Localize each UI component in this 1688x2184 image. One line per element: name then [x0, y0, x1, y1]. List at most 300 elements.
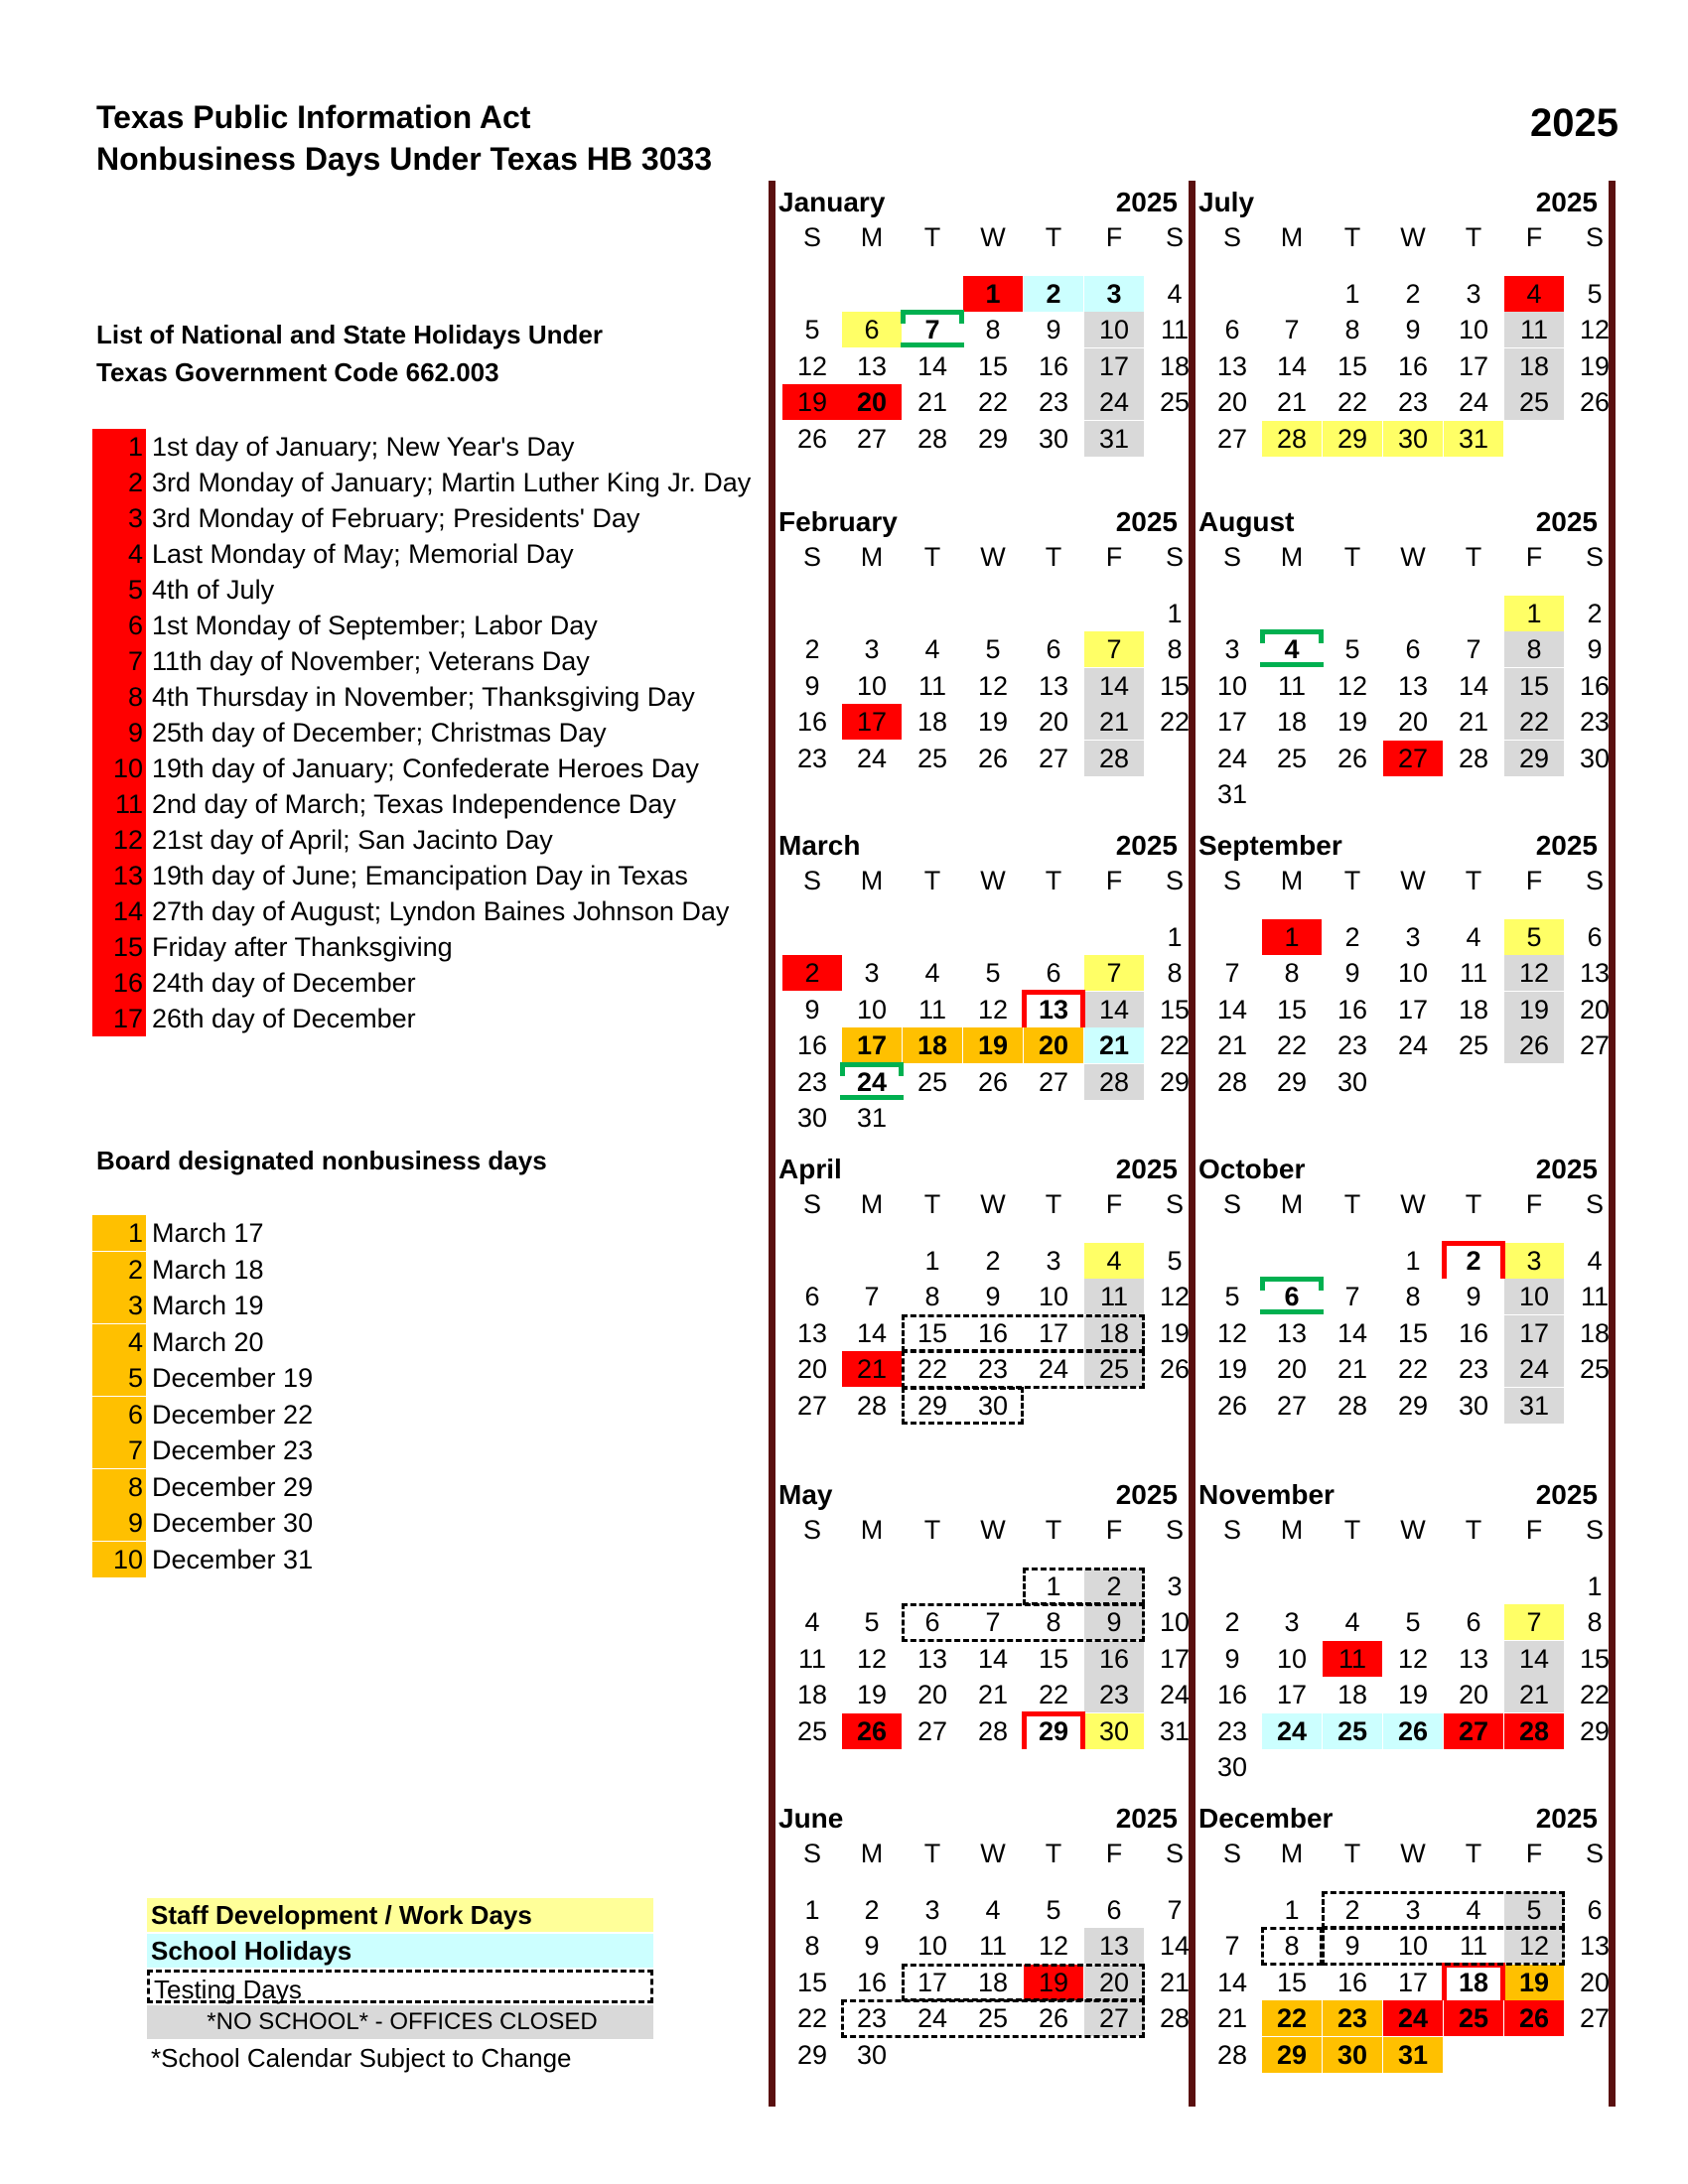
calendar-day: 7 — [864, 1282, 880, 1312]
doc-year: 2025 — [1530, 101, 1618, 145]
calendar-day: 19 — [1216, 1354, 1248, 1385]
calendar-day: 21 — [1216, 2003, 1248, 2034]
board-day-number: 9 — [92, 1505, 146, 1541]
weekday-header: W — [1400, 222, 1426, 252]
calendar-day: 21 — [1159, 1967, 1191, 1997]
calendar-day: 2 — [1084, 1569, 1144, 1604]
weekday-header: T — [1465, 542, 1482, 572]
calendar-day: 25 — [1444, 2000, 1503, 2036]
holiday-number: 9 — [92, 715, 146, 751]
weekday-header: T — [1465, 222, 1482, 252]
calendar-day: 24 — [856, 743, 888, 773]
calendar-day: 21 — [842, 1351, 902, 1387]
testing-days-box — [902, 1387, 1024, 1425]
weekday-header: F — [1105, 1189, 1123, 1219]
calendar-day: 1 — [1587, 1571, 1603, 1601]
weekday-header: M — [860, 542, 884, 572]
testing-days-box — [1322, 1891, 1565, 1929]
calendar-day: 31 — [1383, 2037, 1443, 2073]
holiday-description: 4th Thursday in November; Thanksgiving Day — [152, 682, 695, 712]
calendar-day: 17 — [1504, 1315, 1564, 1351]
calendar-day: 28 — [1216, 2039, 1248, 2070]
weekday-header: W — [1400, 542, 1426, 572]
calendar-day: 5 — [1504, 919, 1564, 955]
calendar-day: 22 — [1262, 2000, 1322, 2036]
calendar-day: 26 — [1336, 743, 1368, 773]
calendar-day: 18 — [977, 1967, 1009, 1997]
calendar-day: 1 — [1167, 599, 1183, 628]
weekday-header: S — [1165, 1189, 1184, 1219]
calendar-day: 12 — [1159, 1282, 1191, 1312]
month-year: 2025 — [1535, 830, 1598, 861]
calendar-day: 16 — [796, 1030, 828, 1061]
month-october — [1196, 1152, 1610, 1471]
calendar-day: 14 — [1336, 1317, 1368, 1348]
board-day-date: March 20 — [152, 1326, 264, 1357]
calendar-day: 22 — [796, 2003, 828, 2034]
calendar-day: 8 — [1167, 634, 1183, 665]
calendar-day: 15 — [1276, 994, 1308, 1024]
calendar-day: 18 — [1159, 350, 1191, 381]
calendar-day: 30 — [1216, 1752, 1248, 1782]
calendar-day: 16 — [1084, 1641, 1144, 1677]
testing-days-box — [902, 1314, 1145, 1352]
calendar-day: 30 — [796, 1103, 828, 1133]
month-year: 2025 — [1535, 506, 1598, 537]
calendar-day: 15 — [1159, 994, 1191, 1024]
holiday-item — [92, 1001, 787, 1036]
calendar-day: 4 — [924, 958, 940, 989]
weekday-header: T — [1045, 542, 1062, 572]
calendar-day: 26 — [1216, 1390, 1248, 1421]
calendar-day: 20 — [1579, 1967, 1611, 1997]
calendar-day: 23 — [1038, 387, 1069, 418]
calendar-day: 30 — [1336, 1066, 1368, 1097]
calendar-day: 5 — [1587, 279, 1603, 309]
weekday-header: S — [1585, 222, 1604, 252]
calendar-day: 28 — [977, 1715, 1009, 1746]
calendar-day: 12 — [1504, 955, 1564, 991]
month-name: August — [1198, 506, 1295, 537]
calendar-day: 14 — [916, 350, 948, 381]
legend-offices-closed: *NO SCHOOL* - OFFICES CLOSED — [147, 2005, 653, 2039]
testing-days-box — [1023, 1568, 1145, 1605]
calendar-day: 10 — [1504, 1279, 1564, 1314]
weekday-header: M — [1280, 1189, 1304, 1219]
month-name: June — [778, 1803, 844, 1834]
holiday-item — [92, 572, 787, 608]
calendar-day: 4 — [804, 1607, 820, 1638]
calendar-day: 16 — [1458, 1317, 1489, 1348]
calendar-day: 3 — [1405, 922, 1421, 952]
board-day-item — [92, 1397, 787, 1433]
weekday-header: F — [1105, 1839, 1123, 1868]
weekday-header: S — [1222, 1189, 1241, 1219]
holiday-description: 3rd Monday of February; Presidents' Day — [152, 503, 640, 533]
weekday-header: M — [860, 1189, 884, 1219]
calendar-day: 30 — [1038, 423, 1069, 454]
calendar-day: 21 — [916, 387, 948, 418]
weekday-header: T — [1465, 866, 1482, 895]
weekday-header: F — [1105, 222, 1123, 252]
calendar-day: 19 — [1504, 1965, 1564, 2000]
weekday-header: S — [1165, 542, 1184, 572]
weekday-header: S — [802, 222, 821, 252]
calendar-day: 22 — [1159, 1030, 1191, 1061]
calendar-day: 17 — [916, 1967, 948, 1997]
calendar-day: 10 — [1397, 1931, 1429, 1962]
calendar-day: 30 — [856, 2039, 888, 2070]
calendar-day: 22 — [1397, 1354, 1429, 1385]
weekday-header: F — [1105, 542, 1123, 572]
calendar-day: 4 — [1504, 276, 1564, 312]
calendar-day: 2 — [1024, 276, 1083, 312]
month-name: September — [1198, 830, 1342, 861]
calendar-day: 18 — [1504, 348, 1564, 384]
calendar-day: 6 — [1405, 634, 1421, 665]
weekday-header: S — [1165, 866, 1184, 895]
holiday-number: 2 — [92, 465, 146, 500]
holiday-item — [92, 929, 787, 965]
weekday-header: S — [802, 1515, 821, 1545]
calendar-day: 12 — [796, 350, 828, 381]
calendar-day: 9 — [1466, 1282, 1481, 1312]
calendar-day: 23 — [796, 1066, 828, 1097]
weekday-header: S — [1222, 542, 1241, 572]
holiday-item — [92, 786, 787, 822]
holiday-item — [92, 715, 787, 751]
calendar-day: 4 — [1344, 1607, 1360, 1638]
board-day-item — [92, 1505, 787, 1541]
weekday-header: F — [1525, 1515, 1543, 1545]
holiday-description: Friday after Thanksgiving — [152, 932, 453, 962]
calendar-day: 17 — [1458, 350, 1489, 381]
calendar-day: 23 — [1397, 387, 1429, 418]
calendar-day: 9 — [804, 670, 820, 701]
calendar-day: 1 — [1344, 279, 1360, 309]
calendar-day: 30 — [1323, 2037, 1382, 2073]
calendar-day: 10 — [1458, 315, 1489, 345]
month-name: April — [778, 1154, 842, 1184]
calendar-day: 31 — [856, 1103, 888, 1133]
weekday-header: W — [1400, 1839, 1426, 1868]
calendar-day: 24 — [1038, 1354, 1069, 1385]
holiday-number: 17 — [92, 1001, 146, 1036]
calendar-day: 9 — [1344, 1931, 1360, 1962]
calendar-day: 19 — [963, 1027, 1023, 1063]
calendar-day: 27 — [1216, 423, 1248, 454]
calendar-day: 13 — [1276, 1317, 1308, 1348]
calendar-day: 24 — [1383, 2000, 1443, 2036]
calendar-day: 7 — [1344, 1282, 1360, 1312]
calendar-day: 25 — [1159, 387, 1191, 418]
calendar-day: 4 — [924, 634, 940, 665]
calendar-day: 1 — [1284, 1895, 1300, 1925]
weekday-header: T — [923, 1515, 941, 1545]
red-marker — [1022, 1711, 1085, 1749]
calendar-day: 21 — [977, 1680, 1009, 1710]
calendar-day: 16 — [1336, 1967, 1368, 1997]
calendar-day: 9 — [804, 994, 820, 1024]
red-marker — [1442, 1963, 1505, 2000]
calendar-day: 20 — [1038, 707, 1069, 738]
holiday-description: 1st day of January; New Year's Day — [152, 432, 575, 462]
weekday-header: T — [1343, 222, 1361, 252]
calendar-day: 5 — [1344, 634, 1360, 665]
calendar-day: 31 — [1216, 779, 1248, 809]
calendar-day: 27 — [1038, 1066, 1069, 1097]
calendar-day: 15 — [1504, 668, 1564, 704]
holiday-number: 6 — [92, 608, 146, 643]
holiday-item — [92, 465, 787, 500]
calendar-day: 23 — [856, 2003, 888, 2034]
weekday-header: S — [802, 542, 821, 572]
calendar-day: 26 — [1038, 2003, 1069, 2034]
holiday-item — [92, 965, 787, 1001]
calendar-day: 3 — [864, 634, 880, 665]
calendar-day: 23 — [1323, 2000, 1382, 2036]
board-day-item — [92, 1252, 787, 1288]
calendar-day: 24 — [1216, 743, 1248, 773]
calendar-day: 10 — [1276, 1643, 1308, 1674]
calendar-day: 11 — [978, 1931, 1008, 1962]
calendar-day: 20 — [1458, 1680, 1489, 1710]
red-marker — [1022, 990, 1085, 1027]
weekday-header: M — [860, 1515, 884, 1545]
calendar-day: 26 — [1579, 387, 1611, 418]
calendar-day: 30 — [1579, 743, 1611, 773]
calendar-day: 19 — [1336, 707, 1368, 738]
calendar-day: 7 — [1084, 631, 1144, 667]
calendar-day: 14 — [1084, 668, 1144, 704]
green-marker-bottom — [840, 1092, 904, 1100]
calendar-day: 8 — [1344, 315, 1360, 345]
calendar-day: 7 — [1167, 1895, 1183, 1925]
weekday-header: W — [980, 866, 1006, 895]
holiday-number: 7 — [92, 643, 146, 679]
calendar-day: 13 — [1084, 1928, 1144, 1964]
green-marker-bottom — [901, 340, 964, 347]
weekday-header: W — [980, 222, 1006, 252]
month-june — [776, 1801, 1190, 2120]
holiday-description: Last Monday of May; Memorial Day — [152, 539, 574, 569]
calendar-day: 22 — [1336, 387, 1368, 418]
weekday-header: T — [1045, 1189, 1062, 1219]
calendar-day: 26 — [842, 1713, 902, 1749]
calendar-day: 22 — [1579, 1680, 1611, 1710]
calendar-day: 17 — [1397, 1967, 1429, 1997]
calendar-day: 19 — [1397, 1680, 1429, 1710]
calendar-day: 11 — [1084, 1279, 1144, 1314]
month-name: July — [1198, 187, 1255, 217]
weekday-header: S — [1165, 1515, 1184, 1545]
calendar-day: 13 — [856, 350, 888, 381]
holiday-number: 11 — [92, 786, 146, 822]
month-year: 2025 — [1115, 506, 1178, 537]
calendar-day: 4 — [985, 1895, 1001, 1925]
calendar-day: 11 — [1277, 670, 1307, 701]
calendar-day: 8 — [1405, 1282, 1421, 1312]
holiday-item — [92, 858, 787, 893]
calendar-day: 21 — [1276, 387, 1308, 418]
calendar-day: 10 — [856, 994, 888, 1024]
month-year: 2025 — [1115, 187, 1178, 217]
calendar-day: 28 — [1336, 1390, 1368, 1421]
holiday-number: 14 — [92, 893, 146, 929]
weekday-header: T — [923, 1839, 941, 1868]
calendar-day: 6 — [842, 312, 902, 347]
calendar-day: 23 — [977, 1354, 1009, 1385]
calendar-day: 3 — [864, 958, 880, 989]
red-marker — [1442, 1241, 1505, 1279]
calendar-day: 18 — [1458, 1967, 1489, 1997]
calendar-day: 24 — [1262, 1713, 1322, 1749]
calendar-day: 27 — [1579, 1030, 1611, 1061]
board-day-number: 2 — [92, 1252, 146, 1288]
calendar-day: 15 — [1276, 1967, 1308, 1997]
weekday-header: T — [923, 1189, 941, 1219]
calendar-day: 16 — [856, 1967, 888, 1997]
weekday-header: M — [1280, 866, 1304, 895]
calendar-day: 1 — [804, 1895, 820, 1925]
calendar-day: 12 — [977, 994, 1009, 1024]
calendar-day: 26 — [1504, 2000, 1564, 2036]
calendar-day: 5 — [985, 634, 1001, 665]
holiday-item — [92, 679, 787, 715]
month-may — [776, 1477, 1190, 1797]
month-name: December — [1198, 1803, 1334, 1834]
calendar-day: 2 — [1344, 922, 1360, 952]
legend-testing-days: Testing Days — [147, 1970, 653, 2003]
calendar-day: 23 — [1458, 1354, 1489, 1385]
calendar-day: 3 — [1167, 1571, 1183, 1601]
holidays-heading-line2: Texas Government Code 662.003 — [96, 357, 499, 387]
calendar-day: 6 — [1284, 1282, 1300, 1312]
calendar-day: 7 — [1084, 955, 1144, 991]
calendar-day: 23 — [1216, 1715, 1248, 1746]
calendar-day: 1 — [1405, 1246, 1421, 1276]
calendar-day: 14 — [1159, 1931, 1191, 1962]
calendar-day: 18 — [1458, 994, 1489, 1024]
calendar-day: 9 — [985, 1282, 1001, 1312]
calendar-day: 5 — [1504, 1892, 1564, 1928]
holiday-item — [92, 643, 787, 679]
calendar-day: 15 — [1397, 1317, 1429, 1348]
calendar-day: 23 — [1336, 1030, 1368, 1061]
green-marker — [1260, 629, 1324, 643]
weekday-header: W — [1400, 1515, 1426, 1545]
weekday-header: T — [1045, 1839, 1062, 1868]
holiday-number: 12 — [92, 822, 146, 858]
calendar-day: 30 — [1458, 1390, 1489, 1421]
calendar-day: 1 — [1046, 1571, 1061, 1601]
calendar-day: 7 — [1224, 958, 1240, 989]
calendar-day: 21 — [1084, 1027, 1144, 1063]
calendar-day: 29 — [977, 423, 1009, 454]
calendar-day: 24 — [1397, 1030, 1429, 1061]
board-day-date: December 19 — [152, 1363, 314, 1393]
board-day-number: 3 — [92, 1288, 146, 1323]
weekday-header: M — [860, 222, 884, 252]
calendar-day: 9 — [1046, 315, 1061, 345]
calendar-day: 14 — [977, 1643, 1009, 1674]
calendar-day: 15 — [1159, 670, 1191, 701]
calendar-day: 1 — [963, 276, 1023, 312]
holiday-description: 19th day of January; Confederate Heroes Day — [152, 753, 699, 783]
weekday-header: F — [1105, 866, 1123, 895]
calendar-day: 5 — [864, 1607, 880, 1638]
holiday-description: 1st Monday of September; Labor Day — [152, 611, 598, 640]
calendar-day: 3 — [1224, 634, 1240, 665]
calendar-day: 11 — [1459, 958, 1488, 989]
calendar-day: 28 — [1159, 2003, 1191, 2034]
calendar-day: 16 — [1579, 670, 1611, 701]
holiday-number: 13 — [92, 858, 146, 893]
holiday-description: 26th day of December — [152, 1004, 416, 1033]
calendar-day: 19 — [1024, 1965, 1083, 2000]
calendar-day: 13 — [1397, 670, 1429, 701]
weekday-header: M — [1280, 542, 1304, 572]
holiday-description: 24th day of December — [152, 968, 416, 998]
month-december — [1196, 1801, 1610, 2120]
holiday-number: 10 — [92, 751, 146, 786]
weekday-header: S — [802, 866, 821, 895]
calendar-day: 31 — [1084, 421, 1144, 457]
calendar-day: 12 — [856, 1643, 888, 1674]
calendar-day: 25 — [977, 2003, 1009, 2034]
calendar-day: 6 — [1046, 634, 1061, 665]
calendar-day: 18 — [1276, 707, 1308, 738]
calendar-day: 13 — [1579, 1931, 1611, 1962]
calendar-day: 21 — [1336, 1354, 1368, 1385]
calendar-day: 4 — [1466, 1895, 1481, 1925]
calendar-day: 27 — [1444, 1713, 1503, 1749]
calendar-day: 12 — [1397, 1643, 1429, 1674]
calendar-day: 2 — [1224, 1607, 1240, 1638]
calendar-day: 29 — [1397, 1390, 1429, 1421]
holiday-item — [92, 893, 787, 929]
calendar-day: 20 — [1084, 1965, 1144, 2000]
weekday-header: S — [1585, 1839, 1604, 1868]
calendar-day: 4 — [1587, 1246, 1603, 1276]
weekday-header: T — [923, 222, 941, 252]
calendar-day: 4 — [1284, 634, 1300, 665]
calendar-day: 8 — [1504, 631, 1564, 667]
holiday-number: 15 — [92, 929, 146, 965]
calendar-day: 14 — [856, 1317, 888, 1348]
holiday-item — [92, 500, 787, 536]
calendar-day: 14 — [1276, 350, 1308, 381]
weekday-header: S — [802, 1839, 821, 1868]
board-day-number: 5 — [92, 1360, 146, 1396]
month-year: 2025 — [1535, 1803, 1598, 1834]
calendar-day: 24 — [1504, 1351, 1564, 1387]
calendar-day: 9 — [1587, 634, 1603, 665]
weekday-header: M — [1280, 1515, 1304, 1545]
calendar-day: 2 — [864, 1895, 880, 1925]
calendar-day: 25 — [1579, 1354, 1611, 1385]
weekday-header: T — [1343, 866, 1361, 895]
calendar-day: 14 — [1458, 670, 1489, 701]
calendar-day: 27 — [1579, 2003, 1611, 2034]
calendar-day: 10 — [1038, 1282, 1069, 1312]
calendar-day: 12 — [1504, 1928, 1564, 1964]
board-day-date: December 29 — [152, 1471, 314, 1502]
calendar-day: 13 — [1458, 1643, 1489, 1674]
calendar-day: 17 — [1276, 1680, 1308, 1710]
calendar-day: 7 — [924, 315, 940, 345]
calendar-day: 12 — [1579, 315, 1611, 345]
